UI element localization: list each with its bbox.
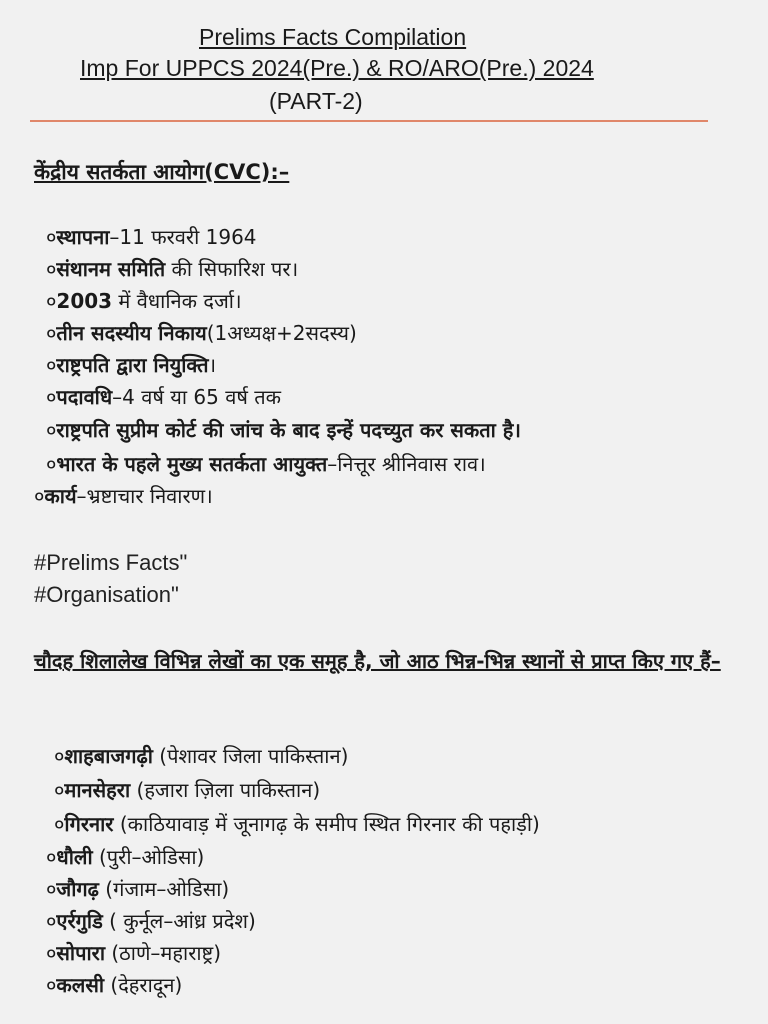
list-item: ०कलसी (देहरादून)	[46, 973, 183, 997]
list-item: ०सोपारा (ठाणे–महाराष्ट्र)	[46, 941, 222, 965]
header-subtitle: Imp For UPPCS 2024(Pre.) & RO/ARO(Pre.) 2024	[80, 55, 594, 81]
list-item: ०भारत के पहले मुख्य सतर्कता आयुक्त–नित्तूर श्रीनिवास राव।	[46, 452, 486, 476]
list-item: ०एर्रगुडि ( कुर्नूल–आंध्र प्रदेश)	[46, 909, 256, 933]
list-item: ०राष्ट्रपति सुप्रीम कोर्ट की जांच के बाद इन्हें पदच्युत कर सकता है।	[46, 418, 521, 442]
header-divider	[30, 120, 708, 122]
hashtag-prelims-facts: #Prelims Facts"	[34, 550, 188, 575]
list-item: ०राष्ट्रपति द्वारा नियुक्ति।	[46, 353, 217, 377]
cvc-heading: केंद्रीय सतर्कता आयोग(CVC):–	[34, 160, 290, 184]
list-item: ०धौली (पुरी–ओडिसा)	[46, 845, 205, 869]
hashtag-organisation: #Organisation"	[34, 582, 179, 607]
header-title: Prelims Facts Compilation	[199, 24, 467, 50]
list-item: ०मानसेहरा (हजारा ज़िला पाकिस्तान)	[54, 778, 321, 802]
list-item: ०स्थापना–11 फरवरी 1964	[46, 225, 257, 249]
list-item: ०कार्य–भ्रष्टाचार निवारण।	[34, 484, 213, 508]
list-item: ०जौगढ़ (गंजाम–ओडिसा)	[46, 877, 230, 901]
list-item: ०तीन सदस्यीय निकाय(1अध्यक्ष+2सदस्य)	[46, 321, 357, 345]
list-item: ०गिरनार (काठियावाड़ में जूनागढ़ के समीप स्थित गिरनार की पहाड़ी)	[54, 812, 540, 836]
list-item: ०शाहबाजगढ़ी (पेशावर जिला पाकिस्तान)	[54, 744, 349, 768]
list-item: ०2003 में वैधानिक दर्जा।	[46, 289, 242, 313]
list-item: ०पदावधि–4 वर्ष या 65 वर्ष तक	[46, 385, 282, 409]
list-item: ०संथानम समिति की सिफारिश पर।	[46, 257, 299, 281]
edicts-heading: चौदह शिलालेख विभिन्न लेखों का एक समूह है, जो आठ भिन्न-भिन्न स्थानों से प्राप्त किए गए हैं–	[34, 649, 721, 673]
header-part: (PART-2)	[269, 88, 363, 114]
